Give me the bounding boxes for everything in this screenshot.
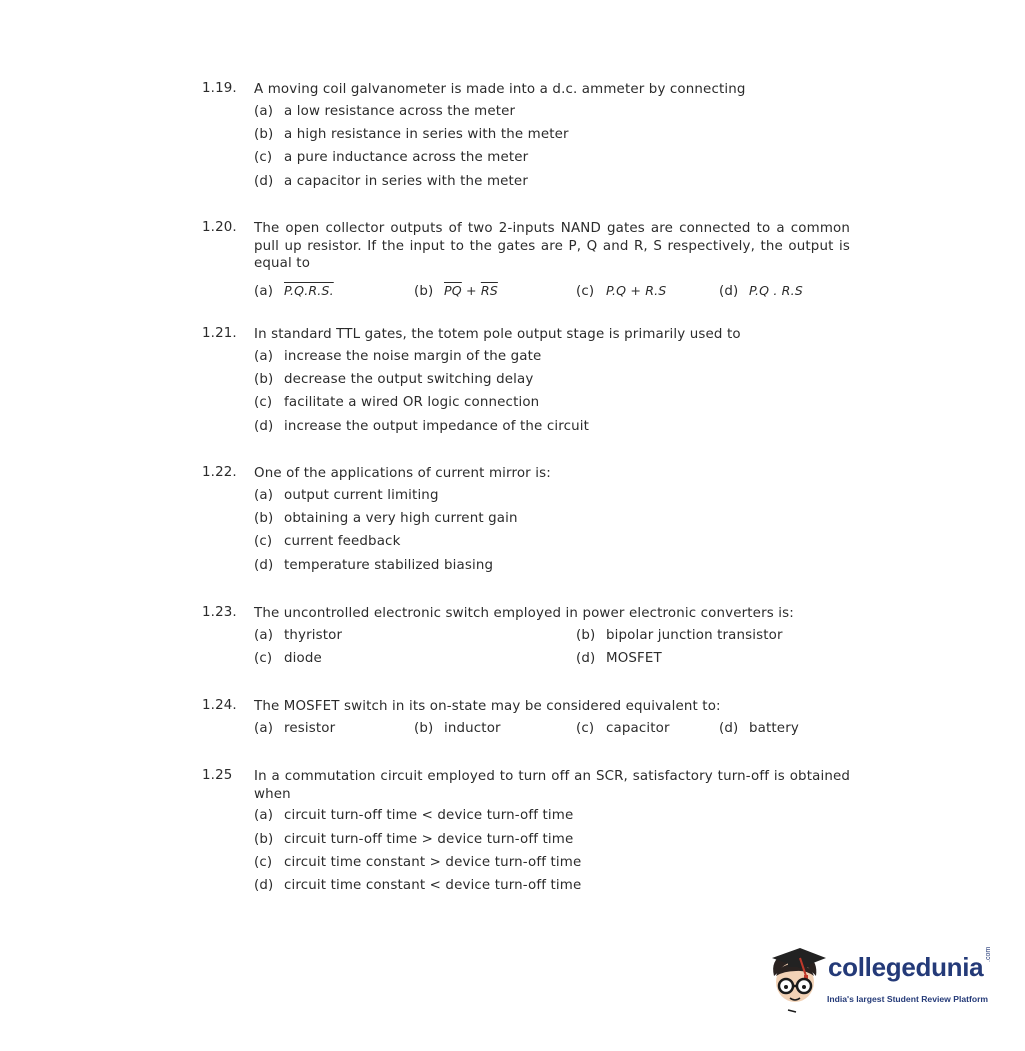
question-number: 1.23. xyxy=(202,605,237,620)
option-a: (a) increase the noise margin of the gate xyxy=(254,349,542,364)
option-d: (d) a capacitor in series with the meter xyxy=(254,174,528,189)
option-d: (d) temperature stabilized biasing xyxy=(254,558,494,573)
expression-overlined: P.Q.R.S. xyxy=(284,283,334,298)
option-b: (b) circuit turn-off time > device turn-off time xyxy=(254,832,574,847)
question-text: A moving coil galvanometer is made into a d.c. ammeter by connecting xyxy=(254,82,746,97)
question-number: 1.22. xyxy=(202,465,237,480)
option-d: (d) MOSFET xyxy=(576,651,662,666)
option-c: (c) circuit time constant > device turn-off time xyxy=(254,855,582,870)
option-d: (d) battery xyxy=(719,721,799,736)
option-b: (b) decrease the output switching delay xyxy=(254,372,534,387)
option-a: (a) a low resistance across the meter xyxy=(254,104,516,119)
question-text: In standard TTL gates, the totem pole output stage is primarily used to xyxy=(254,327,741,342)
option-a: (a) circuit turn-off time < device turn-off time xyxy=(254,808,574,823)
option-c: (c) facilitate a wired OR logic connection xyxy=(254,395,540,410)
student-mascot-icon xyxy=(766,942,828,1014)
question-number: 1.24. xyxy=(202,698,237,713)
option-b: (b) inductor xyxy=(414,721,501,736)
option-b: (b) $\overline{PQ} + \overline{RS}$ xyxy=(414,283,498,299)
option-d: (d) circuit time constant < device turn-off time xyxy=(254,878,582,893)
option-c: (c) P.Q + R.S xyxy=(576,283,667,299)
option-c: (c) diode xyxy=(254,651,322,666)
expression-overlined: $\overline{RS}$ xyxy=(480,283,498,298)
option-a: (a) thyristor xyxy=(254,628,343,643)
question-number: 1.20. xyxy=(202,220,237,235)
question-number: 1.19. xyxy=(202,81,237,96)
question-text: In a commutation circuit employed to turn off an SCR, satisfactory turn-off is obtained when xyxy=(254,769,850,802)
option-a: (a) P.Q.R.S. xyxy=(254,283,334,299)
option-b: (b) a high resistance in series with the meter xyxy=(254,127,569,142)
question-text: The open collector outputs of two 2-inputs NAND gates are connected to a common pull up resistor. If the input to the gates are P, Q and R, S respectively, the output is equal to xyxy=(254,221,850,271)
question-number: 1.21. xyxy=(202,326,237,341)
option-d: (d) P.Q . R.S xyxy=(719,283,803,299)
option-b: (b) bipolar junction transistor xyxy=(576,628,783,643)
option-b: (b) obtaining a very high current gain xyxy=(254,511,518,526)
option-c: (c) capacitor xyxy=(576,721,670,736)
brand-name: collegedunia xyxy=(828,952,984,982)
option-d: (d) increase the output impedance of the circuit xyxy=(254,419,590,434)
option-c: (c) current feedback xyxy=(254,534,401,549)
option-a: (a) output current limiting xyxy=(254,488,439,503)
option-a: (a) resistor xyxy=(254,721,336,736)
question-text: The MOSFET switch in its on-state may be considered equivalent to: xyxy=(254,699,721,714)
brand-tagline: India's largest Student Review Platform xyxy=(827,994,989,1004)
expression-overlined: $\overline{PQ}$ xyxy=(444,283,462,298)
option-c: (c) a pure inductance across the meter xyxy=(254,150,529,165)
brand-tld: .com xyxy=(985,946,992,962)
question-text: The uncontrolled electronic switch employed in power electronic converters is: xyxy=(254,606,794,621)
question-text: One of the applications of current mirror is: xyxy=(254,466,551,481)
question-number: 1.25 xyxy=(202,768,233,783)
